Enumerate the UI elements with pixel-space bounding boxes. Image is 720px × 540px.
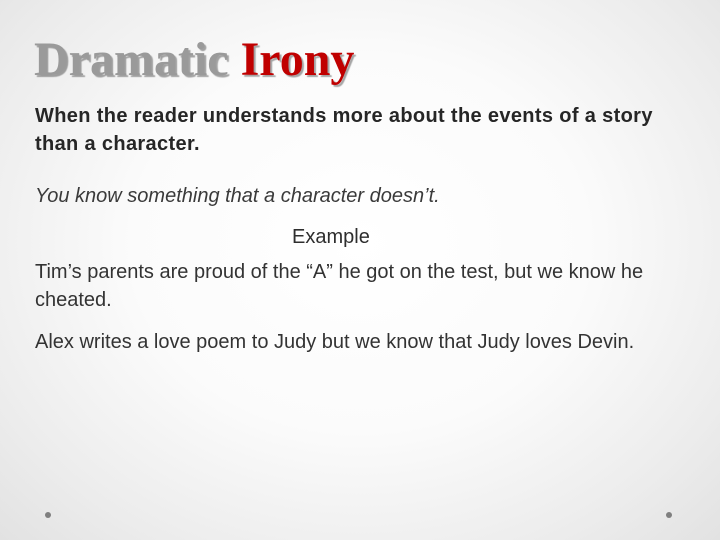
title-word-irony: Irony [240,33,355,86]
decorative-dot-left [45,512,51,518]
example-item-2: Alex writes a love poem to Judy but we know that Judy loves Devin. [35,331,635,353]
title-word-dramatic: Dramatic [34,33,229,86]
decorative-dot-right [666,512,672,518]
definition-text: When the reader understands more about the events of a story than a character. [35,105,653,155]
slide-title [34,28,354,92]
example-heading: Example [292,226,370,248]
example-item-1: Tim’s parents are proud of the “A” he got on the test, but we know he cheated. [35,261,644,311]
explanation-text: You know something that a character doesn’t. [35,185,440,207]
